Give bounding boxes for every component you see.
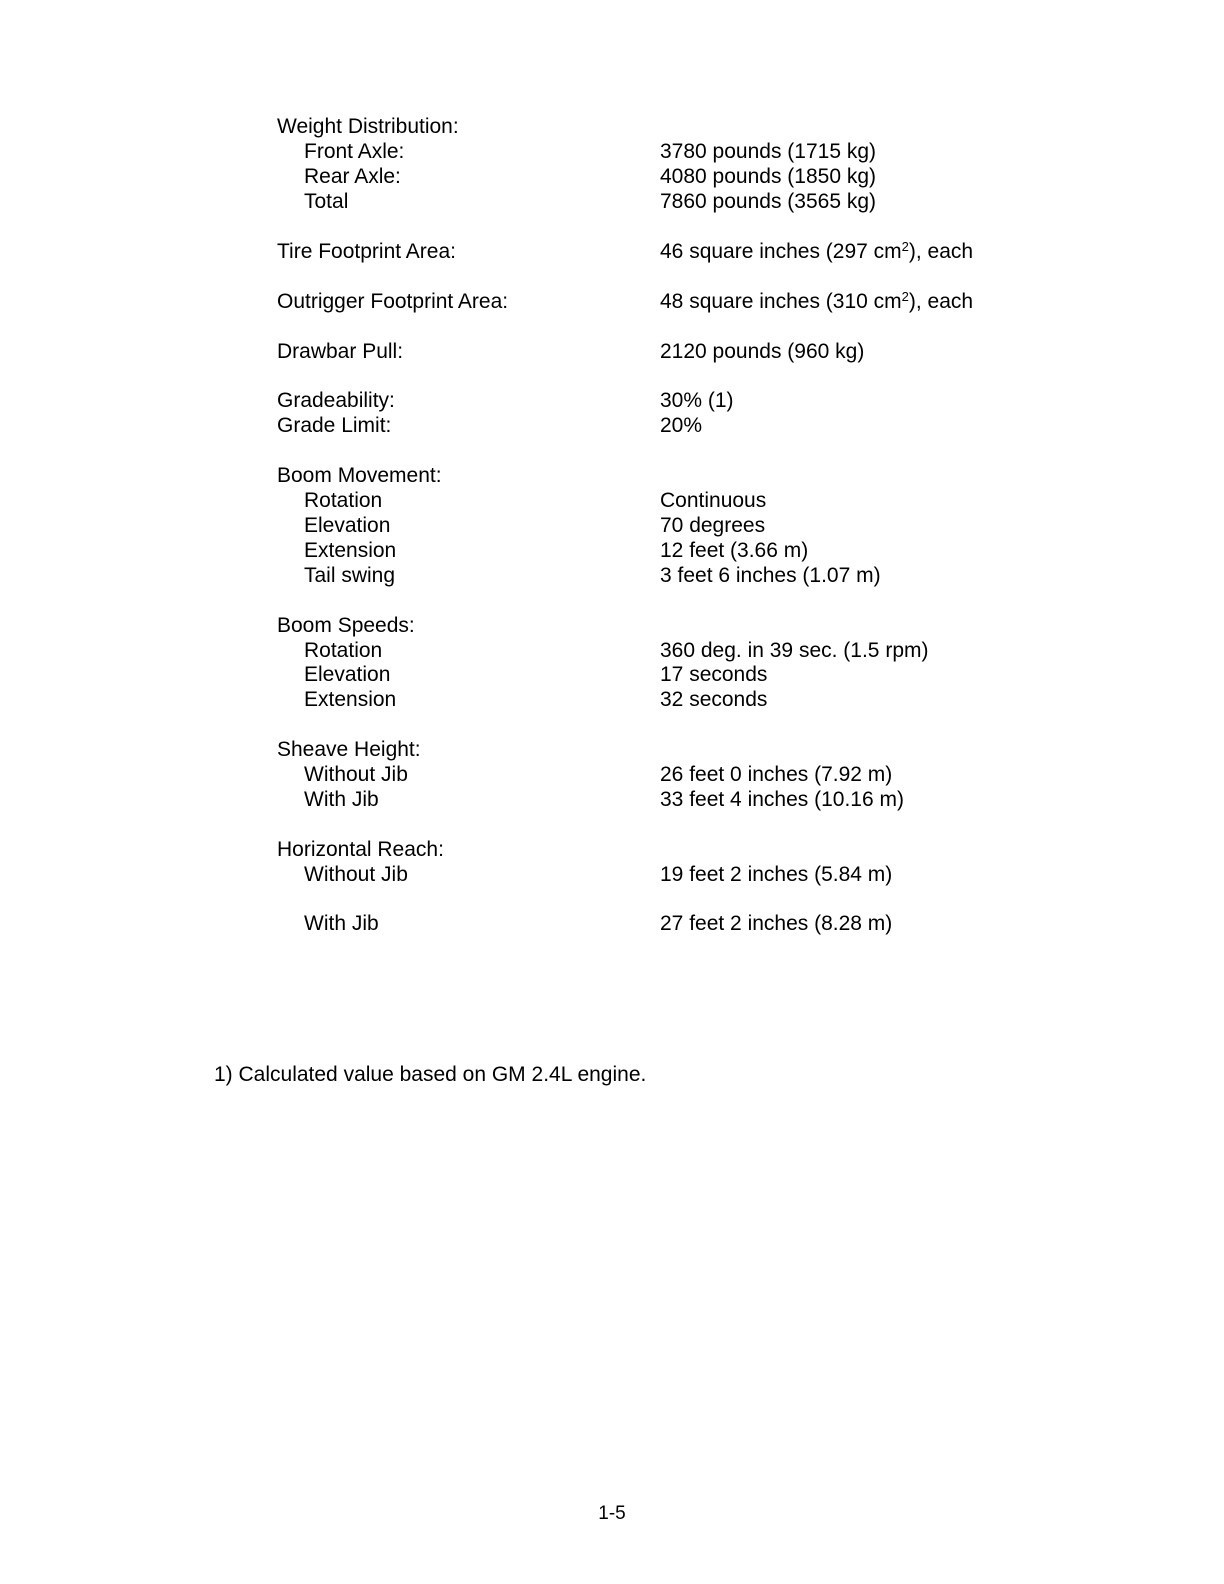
tail-swing-label: Tail swing — [304, 564, 396, 587]
speed-rotation-value: 360 deg. in 39 sec. (1.5 rpm) — [660, 639, 929, 662]
weight-distribution-heading-row — [277, 114, 1077, 139]
boom-rotation-label: Rotation — [304, 489, 383, 512]
boom-rotation-value: Continuous — [660, 489, 767, 512]
grade-limit-label: Grade Limit: — [277, 414, 392, 437]
grade-limit-value: 20% — [660, 414, 703, 437]
tire-footprint-label: Tire Footprint Area: — [277, 240, 456, 263]
page-number: 1-5 — [598, 1503, 626, 1524]
drawbar-pull-row — [277, 339, 1077, 364]
outrigger-footprint-value — [660, 289, 973, 314]
boom-extension-value: 12 feet (3.66 m) — [660, 539, 809, 562]
tire-footprint-value — [660, 239, 973, 264]
boom-elevation-label: Elevation — [304, 514, 391, 537]
speed-elevation-row — [277, 662, 1077, 687]
boom-extension-label: Extension — [304, 539, 397, 562]
reach-without-jib-row — [277, 862, 1077, 887]
reach-with-jib-value: 27 feet 2 inches (8.28 m) — [660, 912, 893, 935]
total-weight-value: 7860 pounds (3565 kg) — [660, 190, 876, 213]
outrigger-footprint-superscript: 2 — [901, 289, 909, 304]
sheave-without-jib-row — [277, 762, 1077, 787]
rear-axle-row — [277, 164, 1077, 189]
boom-elevation-row — [277, 513, 1077, 538]
outrigger-footprint-value-text: 48 square inches (310 cm — [660, 290, 902, 313]
sheave-with-jib-label: With Jib — [304, 788, 379, 811]
outrigger-footprint-row — [277, 289, 1077, 314]
front-axle-value: 3780 pounds (1715 kg) — [660, 140, 876, 163]
tire-footprint-value-text: 46 square inches (297 cm — [660, 240, 902, 263]
boom-extension-row — [277, 538, 1077, 563]
tire-footprint-value-suffix: ), each — [908, 240, 974, 263]
speed-rotation-row — [277, 638, 1077, 663]
footnote: 1) Calculated value based on GM 2.4L engine. — [214, 1063, 647, 1086]
rear-axle-label: Rear Axle: — [304, 165, 401, 188]
sheave-with-jib-value: 33 feet 4 inches (10.16 m) — [660, 788, 904, 811]
tire-footprint-row — [277, 239, 1077, 264]
speed-extension-label: Extension — [304, 688, 397, 711]
sheave-height-heading: Sheave Height: — [277, 738, 421, 761]
total-weight-row — [277, 189, 1077, 214]
drawbar-pull-value: 2120 pounds (960 kg) — [660, 340, 865, 363]
outrigger-footprint-value-suffix: ), each — [908, 290, 974, 313]
speed-elevation-value: 17 seconds — [660, 663, 768, 686]
gradeability-label: Gradeability: — [277, 389, 395, 412]
boom-elevation-value: 70 degrees — [660, 514, 766, 537]
front-axle-row — [277, 139, 1077, 164]
boom-speeds-heading: Boom Speeds: — [277, 614, 415, 637]
gradeability-row — [277, 388, 1077, 413]
tail-swing-row — [277, 563, 1077, 588]
total-weight-label: Total — [304, 190, 349, 213]
reach-with-jib-row — [277, 911, 1077, 936]
gradeability-value: 30% (1) — [660, 389, 734, 412]
front-axle-label: Front Axle: — [304, 140, 405, 163]
reach-with-jib-label: With Jib — [304, 912, 379, 935]
speed-elevation-label: Elevation — [304, 663, 391, 686]
sheave-with-jib-row — [277, 787, 1077, 812]
horizontal-reach-heading-row — [277, 837, 1077, 862]
drawbar-pull-label: Drawbar Pull: — [277, 340, 404, 363]
speed-extension-row — [277, 687, 1077, 712]
rear-axle-value: 4080 pounds (1850 kg) — [660, 165, 876, 188]
sheave-without-jib-value: 26 feet 0 inches (7.92 m) — [660, 763, 893, 786]
grade-limit-row — [277, 413, 1077, 438]
boom-movement-heading: Boom Movement: — [277, 464, 442, 487]
boom-movement-heading-row — [277, 463, 1077, 488]
tire-footprint-superscript: 2 — [901, 239, 909, 254]
tail-swing-value: 3 feet 6 inches (1.07 m) — [660, 564, 881, 587]
reach-without-jib-value: 19 feet 2 inches (5.84 m) — [660, 863, 893, 886]
sheave-height-heading-row — [277, 737, 1077, 762]
speed-extension-value: 32 seconds — [660, 688, 768, 711]
reach-without-jib-label: Without Jib — [304, 863, 408, 886]
boom-rotation-row — [277, 488, 1077, 513]
weight-distribution-heading: Weight Distribution: — [277, 115, 459, 138]
horizontal-reach-heading: Horizontal Reach: — [277, 838, 444, 861]
boom-speeds-heading-row — [277, 613, 1077, 638]
speed-rotation-label: Rotation — [304, 639, 383, 662]
outrigger-footprint-label: Outrigger Footprint Area: — [277, 290, 509, 313]
sheave-without-jib-label: Without Jib — [304, 763, 408, 786]
